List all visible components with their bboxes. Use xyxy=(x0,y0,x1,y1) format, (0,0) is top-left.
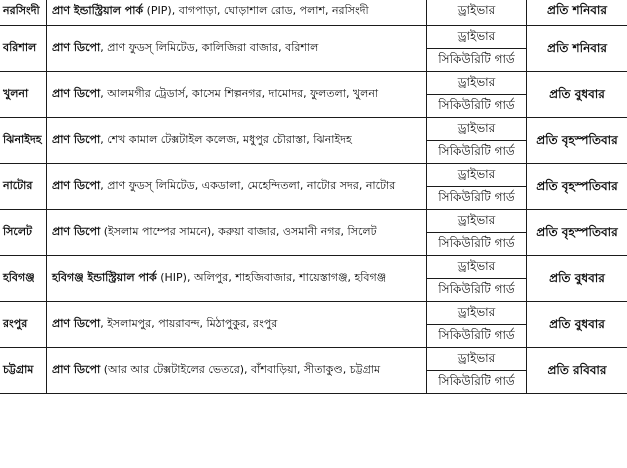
district-cell: চট্টগ্রাম xyxy=(0,348,47,394)
district-cell: সিলেট xyxy=(0,210,47,256)
interview-day-cell: প্রতি রবিবার xyxy=(527,348,627,394)
location-cell xyxy=(47,26,427,72)
role-cell: সিকিউরিটি গার্ড xyxy=(427,371,527,394)
location-address: , প্রাণ ফুডস্ লিমিটেড, একডালা, মেহেন্দিতলা, নাটোর সদর, নাটোর xyxy=(100,179,396,193)
location-address: , শেখ কামাল টেক্সটাইল কলেজ, মধুপুর চৌরাস্তা, ঝিনাইদহ xyxy=(100,133,352,147)
district-cell: রংপুর xyxy=(0,302,47,348)
location-address: (আর আর টেক্সটাইলের ভেতরে), বাঁশবাড়িয়া, সীতাকুণ্ড, চট্টগ্রাম xyxy=(100,363,381,377)
location-name: প্রাণ ডিপো xyxy=(52,133,101,147)
interview-day-cell: প্রতি শনিবার xyxy=(527,26,627,72)
table-row xyxy=(0,72,627,95)
table-row xyxy=(0,118,627,141)
location-address: , ইসলামপুর, পায়রাবন্দ, মিঠাপুকুর, রংপুর xyxy=(100,317,278,331)
location-cell xyxy=(47,256,427,302)
location-name: হবিগঞ্জ ইন্ডাস্ট্রিয়াল পার্ক xyxy=(52,271,157,285)
district-cell: বরিশাল xyxy=(0,26,47,72)
district-cell: ঝিনাইদহ xyxy=(0,118,47,164)
location-name: প্রাণ ডিপো xyxy=(52,363,101,377)
location-cell xyxy=(47,348,427,394)
interview-day-cell: প্রতি বৃহস্পতিবার xyxy=(527,164,627,210)
table-row xyxy=(0,210,627,233)
role-cell: ড্রাইভার xyxy=(427,348,527,371)
location-name: প্রাণ ডিপো xyxy=(52,41,101,55)
district-cell: নাটোর xyxy=(0,164,47,210)
role-cell: ড্রাইভার xyxy=(427,0,527,26)
interview-day-cell: প্রতি বৃহস্পতিবার xyxy=(527,118,627,164)
location-address: , আলমগীর ট্রেডার্স, কাসেম শিল্পনগর, দামোদর, ফুলতলা, খুলনা xyxy=(100,87,379,101)
location-name: প্রাণ ডিপো xyxy=(52,87,101,101)
location-name: প্রাণ ডিপো xyxy=(52,317,101,331)
role-cell: ড্রাইভার xyxy=(427,302,527,325)
location-cell xyxy=(47,118,427,164)
role-cell: সিকিউরিটি গার্ড xyxy=(427,233,527,256)
interview-day-cell: প্রতি বুধবার xyxy=(527,72,627,118)
role-cell: ড্রাইভার xyxy=(427,26,527,49)
location-address: , প্রাণ ফুডস্ লিমিটেড, কালিজিরা বাজার, বরিশাল xyxy=(100,41,319,55)
role-cell: ড্রাইভার xyxy=(427,72,527,95)
role-cell: ড্রাইভার xyxy=(427,210,527,233)
interview-day-cell: প্রতি বৃহস্পতিবার xyxy=(527,210,627,256)
location-cell xyxy=(47,164,427,210)
interview-day-cell: প্রতি বুধবার xyxy=(527,256,627,302)
role-cell: সিকিউরিটি গার্ড xyxy=(427,279,527,302)
location-name: প্রাণ ডিপো xyxy=(52,179,101,193)
table-row xyxy=(0,0,627,26)
table-row xyxy=(0,348,627,371)
location-cell xyxy=(47,0,427,26)
interview-day-cell: প্রতি বুধবার xyxy=(527,302,627,348)
role-cell: ড্রাইভার xyxy=(427,256,527,279)
district-cell: নরসিংদী xyxy=(0,0,47,26)
table-row xyxy=(0,302,627,325)
location-cell xyxy=(47,210,427,256)
interview-day-cell: প্রতি শনিবার xyxy=(527,0,627,26)
role-cell: সিকিউরিটি গার্ড xyxy=(427,187,527,210)
table-row xyxy=(0,26,627,49)
location-cell xyxy=(47,302,427,348)
role-cell: ড্রাইভার xyxy=(427,118,527,141)
location-address: (PIP), বাগপাড়া, ঘোড়াশাল রোড, পলাশ, নরসিংদী xyxy=(143,3,369,17)
table-row xyxy=(0,164,627,187)
location-address: (HIP), অলিপুর, শাহজিবাজার, শায়েস্তাগঞ্জ, হবিগঞ্জ xyxy=(156,271,387,285)
role-cell: ড্রাইভার xyxy=(427,164,527,187)
district-cell: হবিগঞ্জ xyxy=(0,256,47,302)
location-name: প্রাণ ডিপো xyxy=(52,225,101,239)
role-cell: সিকিউরিটি গার্ড xyxy=(427,141,527,164)
table-row xyxy=(0,256,627,279)
district-cell: খুলনা xyxy=(0,72,47,118)
location-cell xyxy=(47,72,427,118)
role-cell: সিকিউরিটি গার্ড xyxy=(427,49,527,72)
location-address: (ইসলাম পাম্পের সামনে), করুয়া বাজার, ওসমানী নগর, সিলেট xyxy=(100,225,377,239)
location-name: প্রাণ ইন্ডাস্ট্রিয়াল পার্ক xyxy=(52,3,144,17)
role-cell: সিকিউরিটি গার্ড xyxy=(427,325,527,348)
role-cell: সিকিউরিটি গার্ড xyxy=(427,95,527,118)
